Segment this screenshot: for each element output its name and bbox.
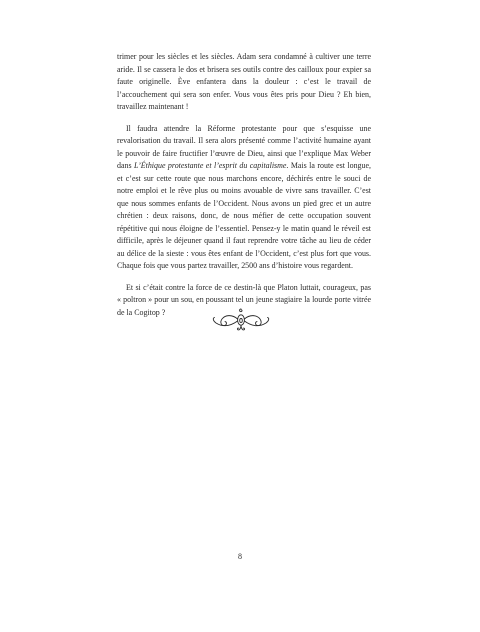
book-title-italic: L’Éthique protestante et l’esprit du capitalisme (134, 161, 287, 170)
paragraph-2 (117, 123, 371, 273)
paragraph-2-text-end: . Mais la route est longue, et c’est sur cette route que nous marchons encore, déchirés entre le souci de notre emploi et le rêve plus ou moins avouable de vivre sans travailler. C’est que nous sommes enfants de l’Occident. Nous avons un pied grec et un autre chrétien : deux raisons, donc, de nous méfier de cette occupation souvent répétitive qui nous éloigne de l’essentiel. Pensez-y le matin quand le réveil est difficile, après le déjeuner quand il faut reprendre votre tâche au lieu de céder au délice de la sieste : vous êtes enfant de l’Occident, c’est plus fort que vous. Chaque fois que vous partez travailler, 2500 ans d’histoire vous regardent. (117, 161, 371, 270)
flourish-ornament-icon (210, 306, 272, 334)
body-text (117, 51, 371, 319)
paragraph-1-text: trimer pour les siècles et les siècles. Adam sera condamné à cultiver une terre aride. Il se cassera le dos et brisera ses outils contre des cailloux pour expier sa faute originelle. Ève enfantera dans la douleur : c’est le travail de l’accouchement qui sera son enfer. Vous vous êtes pris pour Dieu ? Eh bien, travaillez maintenant ! (117, 52, 371, 111)
paragraph-2-text-start: Il faudra attendre la Réforme protestante pour que s’esquisse une revalorisation du travail. Il sera alors présenté comme l’activité humaine ayant le pouvoir de faire fructifier l’œuvre de Dieu, ainsi que l’explique Max Weber dans (117, 123, 371, 170)
paragraph-1 (117, 51, 371, 114)
page-number: 8 (238, 552, 242, 561)
paragraph-3-text: Et si c’était contre la force de ce destin-là que Platon luttait, courageux, pas « poltron » pour un sou, en poussant tel un jeune stagiaire la lourde porte vitrée de la Cogitop ? (117, 282, 371, 317)
